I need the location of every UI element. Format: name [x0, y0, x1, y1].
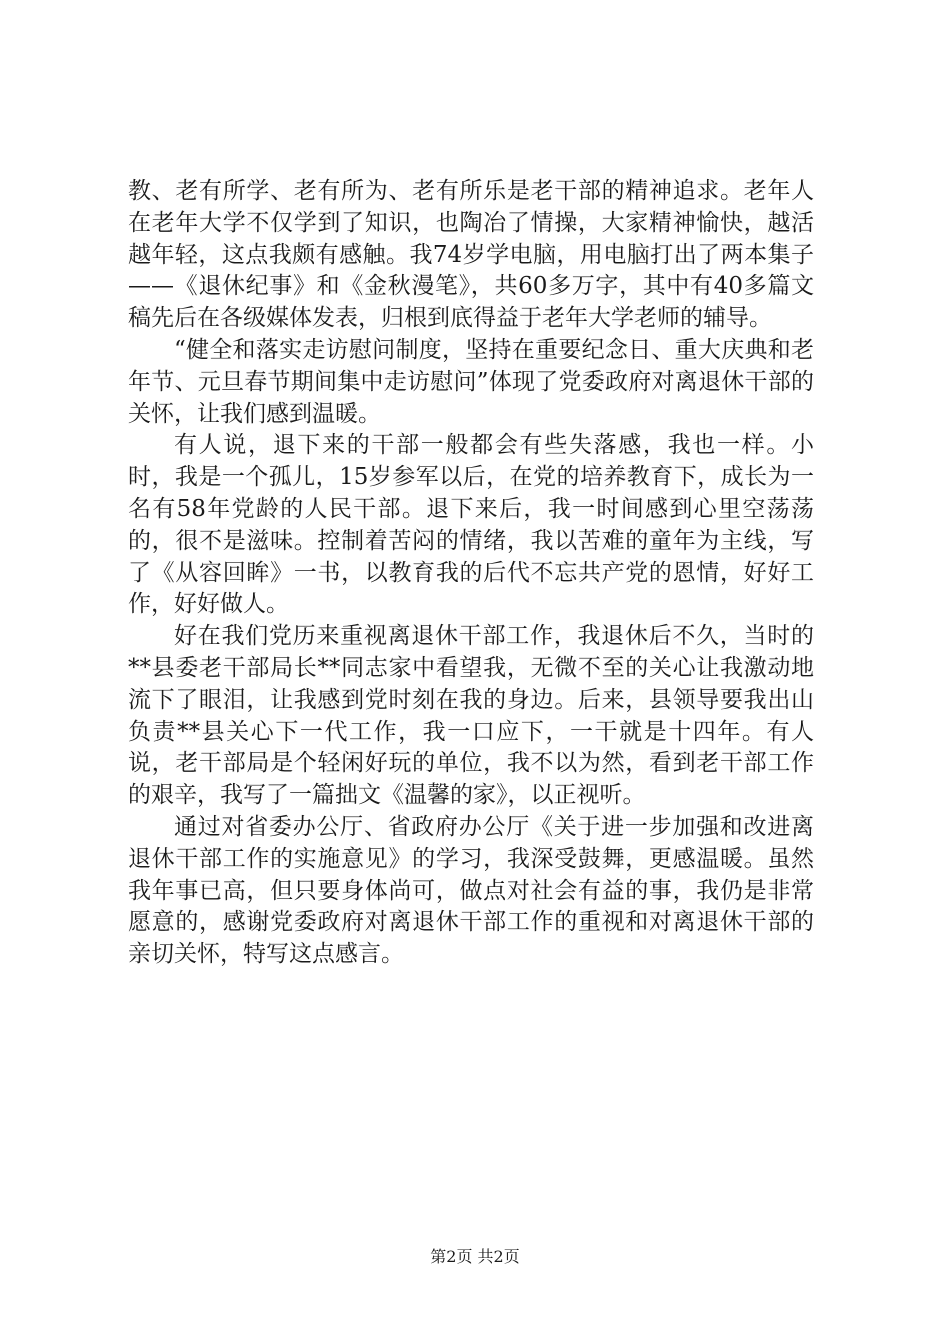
paragraph-5: 通过对省委办公厅、省政府办公厅《关于进一步加强和改进离退休干部工作的实施意见》的学习，我深受鼓舞，更感温暖。虽然我年事已高，但只要身体尚可，做点对社会有益的事，我仍是非常愿意的，感谢党委政府对离退休干部工作的重视和对离退休干部的亲切关怀，特写这点感言。: [128, 813, 814, 968]
paragraph-3: 有人说，退下来的干部一般都会有些失落感，我也一样。小时，我是一个孤儿，15岁参军以后，在党的培养教育下，成长为一名有58年党龄的人民干部。退下来后，我一时间感到心里空荡荡的，很不是滋味。控制着苦闷的情绪，我以苦难的童年为主线，写了《从容回眸》一书，以教育我的后代不忘共产党的恩情，好好工作，好好做人。: [128, 432, 814, 618]
document-body: [128, 176, 814, 971]
paragraph-4: 好在我们党历来重视离退休干部工作，我退休后不久，当时的**县委老干部局长**同志家中看望我，无微不至的关心让我激动地流下了眼泪，让我感到党时刻在我的身边。后来，县领导要我出山负责**县关心下一代工作，我一口应下，一干就是十四年。有人说，老干部局是个轻闲好玩的单位，我不以为然，看到老干部工作的艰辛，我写了一篇拙文《温馨的家》，以正视听。: [128, 623, 814, 809]
paragraph-2: “健全和落实走访慰问制度，坚持在重要纪念日、重大庆典和老年节、元旦春节期间集中走访慰问”体现了党委政府对离退休干部的关怀，让我们感到温暖。: [128, 336, 814, 427]
page-footer: 第2页 共2页: [430, 1247, 520, 1266]
paragraph-1: 教、老有所学、老有所为、老有所乐是老干部的精神追求。老年人在老年大学不仅学到了知识，也陶冶了情操，大家精神愉快，越活越年轻，这点我颇有感触。我74岁学电脑，用电脑打出了两本集子——《退休纪事》和《金秋漫笔》，共60多万字，其中有40多篇文稿先后在各级媒体发表，归根到底得益于老年大学老师的辅导。: [128, 178, 814, 332]
